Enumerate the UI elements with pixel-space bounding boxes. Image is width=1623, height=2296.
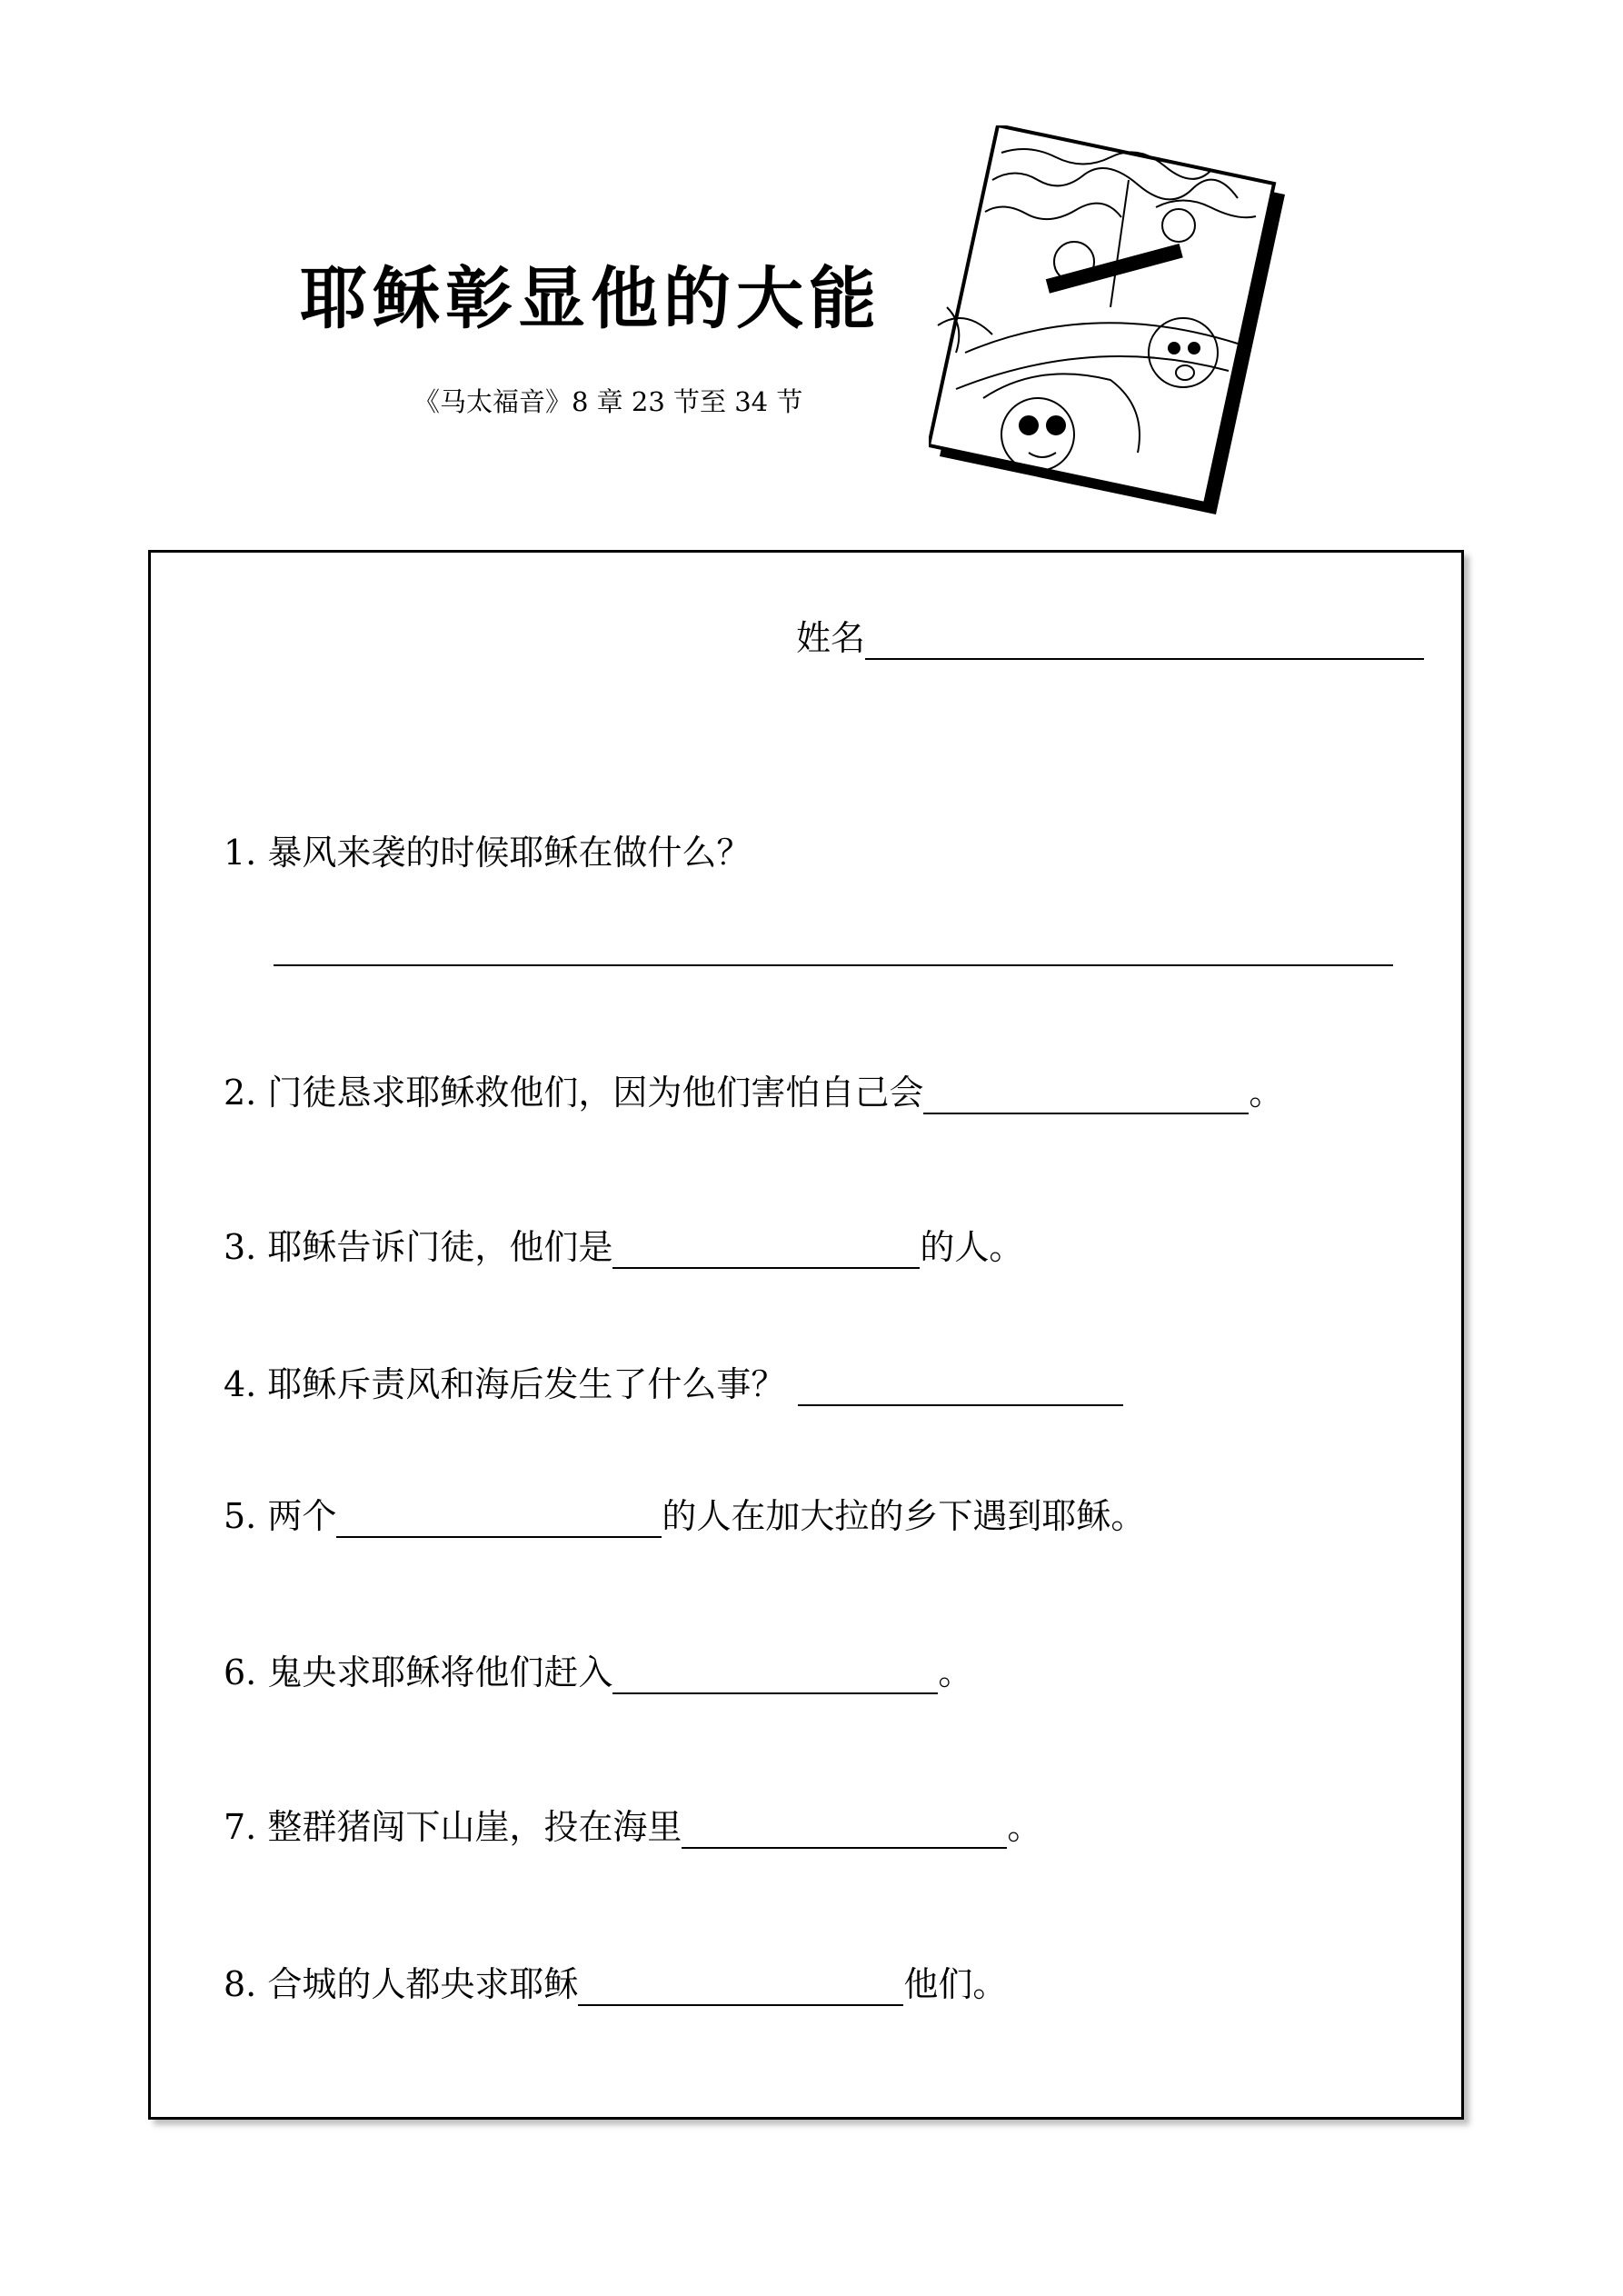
question-number: 3. [224, 1227, 257, 1267]
question-number: 5. [224, 1496, 257, 1536]
answer-blank-2[interactable] [923, 1076, 1249, 1114]
question-text: 耶稣告诉门徒，他们是 [256, 1227, 613, 1267]
worksheet-title: 耶稣彰显他的大能 [300, 260, 881, 338]
question-number: 6. [224, 1652, 257, 1692]
question-1 [224, 833, 751, 874]
question-6 [224, 1652, 972, 1694]
answer-blank-7[interactable] [682, 1811, 1007, 1849]
answer-blank-1[interactable] [274, 964, 1393, 966]
question-text-after: 他们。 [903, 1964, 1008, 2004]
question-number: 7. [224, 1807, 257, 1847]
question-text: 耶稣斥责风和海后发生了什么事？ [256, 1364, 786, 1404]
question-text: 合城的人都央求耶稣 [256, 1964, 579, 2004]
question-text: 两个 [256, 1496, 337, 1536]
question-7 [224, 1807, 1041, 1849]
question-number: 2. [224, 1073, 257, 1113]
question-4 [224, 1364, 1123, 1406]
question-text-after: 。 [1249, 1073, 1284, 1113]
question-number: 4. [224, 1364, 257, 1404]
question-number: 1. [224, 833, 257, 873]
question-text: 门徒恳求耶稣救他们，因为他们害怕自己会 [256, 1073, 924, 1113]
scripture-reference: 《马太福音》8 章 23 节至 34 节 [413, 386, 803, 417]
question-3 [224, 1227, 1023, 1269]
question-text: 鬼央求耶稣将他们赶入 [256, 1652, 613, 1692]
name-blank[interactable] [865, 622, 1424, 660]
answer-blank-6[interactable] [612, 1656, 938, 1694]
answer-blank-5[interactable] [336, 1500, 662, 1538]
question-text: 暴风来袭的时候耶稣在做什么？ [256, 833, 752, 873]
boat-storm-illustration [929, 125, 1292, 525]
question-number: 8. [224, 1964, 257, 2004]
question-text-after: 的人在加大拉的乡下遇到耶稣。 [662, 1496, 1146, 1536]
question-text: 整群猪闯下山崖，投在海里 [256, 1807, 682, 1847]
answer-blank-8[interactable] [578, 1968, 903, 2006]
question-text-after: 的人。 [920, 1227, 1024, 1267]
answer-blank-4[interactable] [798, 1368, 1123, 1406]
question-5 [224, 1496, 1145, 1538]
question-text-after: 。 [1007, 1807, 1042, 1847]
name-row [796, 618, 1424, 660]
answer-blank-3[interactable] [612, 1231, 920, 1269]
name-label: 姓名 [796, 618, 866, 658]
worksheet-box [148, 550, 1464, 2120]
question-2 [224, 1073, 1283, 1114]
question-text-after: 。 [938, 1652, 973, 1692]
question-8 [224, 1964, 1007, 2006]
